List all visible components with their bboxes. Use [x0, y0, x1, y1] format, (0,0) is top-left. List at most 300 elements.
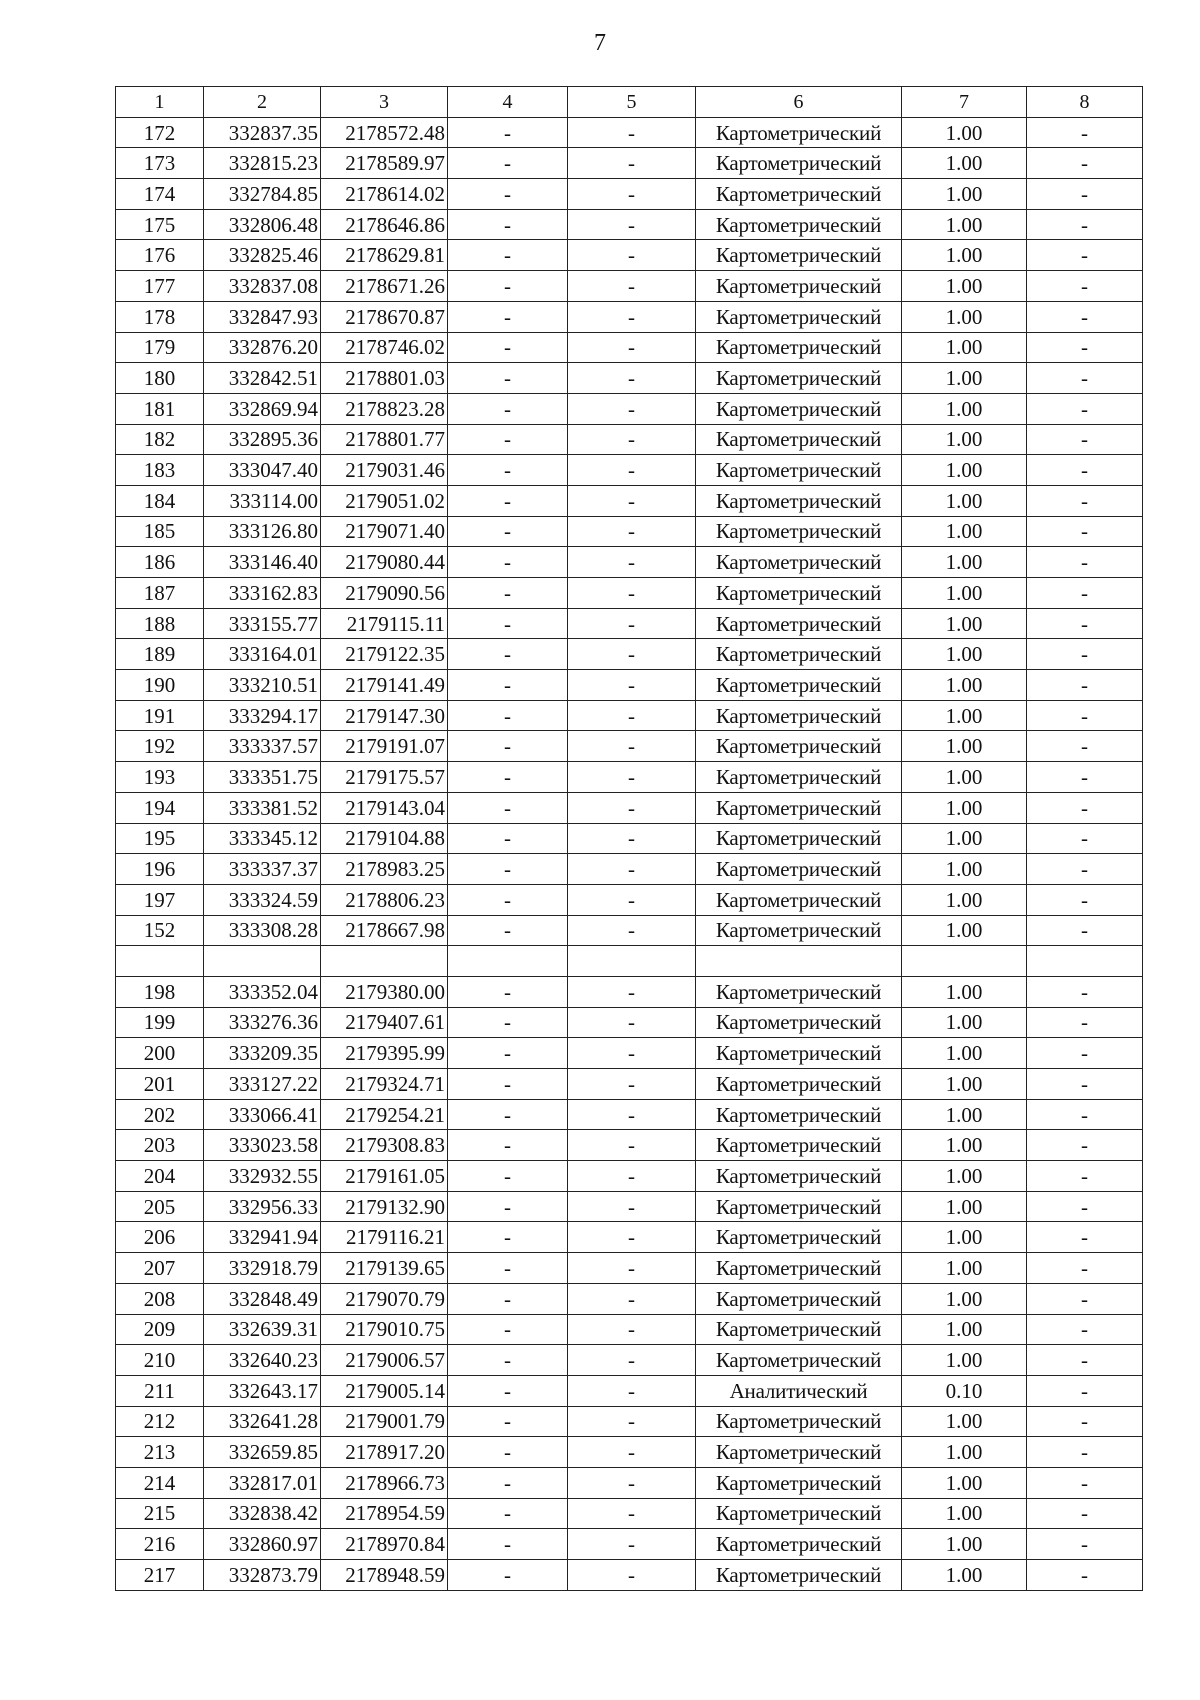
cell-col8-value: - [1027, 670, 1143, 701]
cell-col5-value: - [568, 854, 696, 885]
cell-y-coordinate: 2179324.71 [321, 1069, 448, 1100]
cell-y-coordinate: 2179031.46 [321, 455, 448, 486]
cell-method: Картометрический [696, 1467, 902, 1498]
cell-col8-value: - [1027, 179, 1143, 210]
cell-accuracy: 1.00 [902, 1283, 1027, 1314]
cell-x-coordinate: 332941.94 [204, 1222, 321, 1253]
table-row [116, 608, 1143, 639]
cell-col4-value: - [448, 455, 568, 486]
cell-col4-value: - [448, 179, 568, 210]
cell-col8-value: - [1027, 1069, 1143, 1100]
cell-col4-value: - [448, 1161, 568, 1192]
cell-col4-value: - [448, 823, 568, 854]
cell-point-number: 178 [116, 301, 204, 332]
cell-x-coordinate: 332825.46 [204, 240, 321, 271]
cell-col8-value: - [1027, 1099, 1143, 1130]
cell-accuracy: 1.00 [902, 670, 1027, 701]
page-number: 7 [594, 30, 606, 56]
cell-y-coordinate: 2178614.02 [321, 179, 448, 210]
cell-method: Картометрический [696, 792, 902, 823]
cell-col4-value: - [448, 1437, 568, 1468]
cell-col5-value: - [568, 1191, 696, 1222]
cell-method: Картометрический [696, 393, 902, 424]
column-header-2: 2 [204, 87, 321, 118]
cell-accuracy: 1.00 [902, 1406, 1027, 1437]
cell-col8-value: - [1027, 1007, 1143, 1038]
cell-point-number: 194 [116, 792, 204, 823]
table-row [116, 1161, 1143, 1192]
cell-x-coordinate: 332640.23 [204, 1345, 321, 1376]
cell-col4-value: - [448, 608, 568, 639]
cell-col5-value: - [568, 700, 696, 731]
cell-accuracy: 1.00 [902, 976, 1027, 1007]
cell-point-number: 200 [116, 1038, 204, 1069]
cell-col8-value: - [1027, 1191, 1143, 1222]
cell-col8-value: - [1027, 271, 1143, 302]
cell-col4-value: - [448, 1130, 568, 1161]
cell-y-coordinate: 2178966.73 [321, 1467, 448, 1498]
column-header-6: 6 [696, 87, 902, 118]
cell-y-coordinate: 2178823.28 [321, 393, 448, 424]
cell-accuracy: 1.00 [902, 117, 1027, 148]
cell-y-coordinate: 2179191.07 [321, 731, 448, 762]
cell-x-coordinate: 332659.85 [204, 1437, 321, 1468]
cell-col4-value: - [448, 424, 568, 455]
cell-accuracy: 1.00 [902, 1161, 1027, 1192]
cell-point-number: 189 [116, 639, 204, 670]
cell-col5-value: - [568, 1007, 696, 1038]
cell-col8-value: - [1027, 1130, 1143, 1161]
cell-point-number: 214 [116, 1467, 204, 1498]
cell-y-coordinate: 2179407.61 [321, 1007, 448, 1038]
cell-col4-value: - [448, 1191, 568, 1222]
table-row [116, 884, 1143, 915]
table-row [116, 1314, 1143, 1345]
cell-y-coordinate: 2179141.49 [321, 670, 448, 701]
cell-col4-value: - [448, 1253, 568, 1284]
cell-x-coordinate: 332869.94 [204, 393, 321, 424]
table-row [116, 1529, 1143, 1560]
cell-method [696, 946, 902, 977]
cell-col5-value: - [568, 301, 696, 332]
cell-col4-value: - [448, 700, 568, 731]
cell-method: Картометрический [696, 1529, 902, 1560]
cell-accuracy: 1.00 [902, 332, 1027, 363]
cell-col8-value: - [1027, 1529, 1143, 1560]
cell-col4-value: - [448, 1314, 568, 1345]
cell-col5-value: - [568, 670, 696, 701]
cell-point-number: 152 [116, 915, 204, 946]
table-row [116, 762, 1143, 793]
cell-point-number: 180 [116, 363, 204, 394]
cell-method: Картометрический [696, 332, 902, 363]
cell-col5-value: - [568, 393, 696, 424]
cell-accuracy: 1.00 [902, 854, 1027, 885]
cell-y-coordinate: 2179132.90 [321, 1191, 448, 1222]
cell-col8-value: - [1027, 240, 1143, 271]
cell-accuracy: 1.00 [902, 209, 1027, 240]
cell-point-number: 213 [116, 1437, 204, 1468]
cell-accuracy: 1.00 [902, 578, 1027, 609]
cell-y-coordinate: 2179161.05 [321, 1161, 448, 1192]
cell-col5-value: - [568, 1375, 696, 1406]
cell-point-number: 182 [116, 424, 204, 455]
cell-col5-value: - [568, 1498, 696, 1529]
cell-point-number: 209 [116, 1314, 204, 1345]
cell-y-coordinate: 2179143.04 [321, 792, 448, 823]
cell-x-coordinate: 332842.51 [204, 363, 321, 394]
cell-accuracy: 1.00 [902, 363, 1027, 394]
cell-col5-value: - [568, 731, 696, 762]
cell-x-coordinate: 333324.59 [204, 884, 321, 915]
cell-x-coordinate: 332838.42 [204, 1498, 321, 1529]
cell-x-coordinate: 332641.28 [204, 1406, 321, 1437]
cell-col8-value: - [1027, 976, 1143, 1007]
table-row [116, 578, 1143, 609]
cell-col4-value: - [448, 854, 568, 885]
cell-col5-value: - [568, 1467, 696, 1498]
cell-x-coordinate: 333337.57 [204, 731, 321, 762]
cell-col4-value: - [448, 485, 568, 516]
cell-col5-value: - [568, 148, 696, 179]
cell-accuracy: 1.00 [902, 792, 1027, 823]
cell-method: Картометрический [696, 1560, 902, 1591]
cell-accuracy: 1.00 [902, 1345, 1027, 1376]
cell-col5-value: - [568, 1099, 696, 1130]
cell-col8-value: - [1027, 1345, 1143, 1376]
cell-col5-value: - [568, 639, 696, 670]
cell-accuracy: 1.00 [902, 884, 1027, 915]
cell-col4-value: - [448, 884, 568, 915]
cell-col5-value: - [568, 1283, 696, 1314]
cell-method: Картометрический [696, 1437, 902, 1468]
cell-point-number: 192 [116, 731, 204, 762]
cell-y-coordinate: 2178801.77 [321, 424, 448, 455]
cell-x-coordinate: 333023.58 [204, 1130, 321, 1161]
cell-col4-value: - [448, 670, 568, 701]
cell-col5-value: - [568, 547, 696, 578]
cell-point-number: 191 [116, 700, 204, 731]
table-row [116, 301, 1143, 332]
cell-point-number: 177 [116, 271, 204, 302]
cell-y-coordinate: 2179115.11 [321, 608, 448, 639]
cell-x-coordinate: 332639.31 [204, 1314, 321, 1345]
cell-col8-value: - [1027, 485, 1143, 516]
cell-col5-value: - [568, 516, 696, 547]
cell-x-coordinate: 332837.35 [204, 117, 321, 148]
cell-point-number: 172 [116, 117, 204, 148]
cell-col4-value: - [448, 1345, 568, 1376]
cell-x-coordinate: 332815.23 [204, 148, 321, 179]
table-row [116, 209, 1143, 240]
cell-col4-value: - [448, 1375, 568, 1406]
cell-x-coordinate: 332932.55 [204, 1161, 321, 1192]
cell-col5-value: - [568, 332, 696, 363]
cell-col4-value: - [448, 915, 568, 946]
cell-col5-value [568, 946, 696, 977]
table-row [116, 670, 1143, 701]
cell-col4-value: - [448, 792, 568, 823]
cell-point-number: 181 [116, 393, 204, 424]
cell-col5-value: - [568, 1222, 696, 1253]
cell-method: Картометрический [696, 1007, 902, 1038]
cell-method: Картометрический [696, 1406, 902, 1437]
cell-col8-value: - [1027, 1222, 1143, 1253]
cell-x-coordinate: 333345.12 [204, 823, 321, 854]
table-row [116, 1099, 1143, 1130]
table-row [116, 117, 1143, 148]
cell-accuracy: 1.00 [902, 915, 1027, 946]
cell-x-coordinate: 333162.83 [204, 578, 321, 609]
cell-point-number: 205 [116, 1191, 204, 1222]
cell-accuracy: 1.00 [902, 1467, 1027, 1498]
cell-y-coordinate: 2179122.35 [321, 639, 448, 670]
cell-accuracy: 1.00 [902, 700, 1027, 731]
cell-method: Картометрический [696, 976, 902, 1007]
cell-point-number: 208 [116, 1283, 204, 1314]
cell-method: Картометрический [696, 117, 902, 148]
cell-x-coordinate: 332873.79 [204, 1560, 321, 1591]
cell-col8-value: - [1027, 1253, 1143, 1284]
cell-x-coordinate: 333276.36 [204, 1007, 321, 1038]
table-row [116, 1406, 1143, 1437]
cell-method: Картометрический [696, 1253, 902, 1284]
cell-col8-value: - [1027, 332, 1143, 363]
cell-point-number: 179 [116, 332, 204, 363]
table-row [116, 455, 1143, 486]
cell-y-coordinate: 2178629.81 [321, 240, 448, 271]
cell-col5-value: - [568, 1314, 696, 1345]
table-row [116, 1467, 1143, 1498]
cell-col4-value: - [448, 332, 568, 363]
cell-x-coordinate: 333294.17 [204, 700, 321, 731]
cell-accuracy: 1.00 [902, 1099, 1027, 1130]
cell-method: Картометрический [696, 608, 902, 639]
cell-accuracy: 1.00 [902, 731, 1027, 762]
cell-point-number: 206 [116, 1222, 204, 1253]
cell-col4-value: - [448, 1467, 568, 1498]
cell-y-coordinate: 2179308.83 [321, 1130, 448, 1161]
table-row [116, 547, 1143, 578]
cell-col4-value: - [448, 1069, 568, 1100]
cell-point-number: 188 [116, 608, 204, 639]
cell-accuracy: 1.00 [902, 148, 1027, 179]
cell-col5-value: - [568, 884, 696, 915]
cell-col5-value: - [568, 1130, 696, 1161]
cell-accuracy: 1.00 [902, 1253, 1027, 1284]
cell-col8-value: - [1027, 1283, 1143, 1314]
cell-x-coordinate: 332806.48 [204, 209, 321, 240]
cell-accuracy: 1.00 [902, 485, 1027, 516]
cell-y-coordinate: 2179090.56 [321, 578, 448, 609]
cell-col8-value: - [1027, 148, 1143, 179]
cell-col8-value: - [1027, 1161, 1143, 1192]
cell-col4-value: - [448, 148, 568, 179]
cell-col8-value: - [1027, 608, 1143, 639]
cell-x-coordinate: 333114.00 [204, 485, 321, 516]
cell-accuracy: 1.00 [902, 424, 1027, 455]
cell-point-number: 187 [116, 578, 204, 609]
cell-x-coordinate: 332837.08 [204, 271, 321, 302]
table-row [116, 976, 1143, 1007]
cell-method: Картометрический [696, 884, 902, 915]
cell-y-coordinate: 2179006.57 [321, 1345, 448, 1376]
cell-col5-value: - [568, 117, 696, 148]
cell-col4-value: - [448, 762, 568, 793]
cell-method: Картометрический [696, 1161, 902, 1192]
cell-method: Картометрический [696, 1191, 902, 1222]
table-row [116, 1222, 1143, 1253]
cell-method: Картометрический [696, 516, 902, 547]
cell-col4-value: - [448, 976, 568, 1007]
column-header-8: 8 [1027, 87, 1143, 118]
cell-col4-value: - [448, 516, 568, 547]
cell-point-number: 203 [116, 1130, 204, 1161]
table-row [116, 1007, 1143, 1038]
column-header-4: 4 [448, 87, 568, 118]
cell-x-coordinate: 332876.20 [204, 332, 321, 363]
cell-y-coordinate: 2179010.75 [321, 1314, 448, 1345]
cell-method: Картометрический [696, 1498, 902, 1529]
cell-x-coordinate: 333155.77 [204, 608, 321, 639]
cell-method: Картометрический [696, 301, 902, 332]
table-row [116, 823, 1143, 854]
cell-point-number: 216 [116, 1529, 204, 1560]
cell-method: Картометрический [696, 915, 902, 946]
cell-x-coordinate: 332895.36 [204, 424, 321, 455]
column-header-7: 7 [902, 87, 1027, 118]
cell-method: Картометрический [696, 485, 902, 516]
cell-col8-value: - [1027, 1467, 1143, 1498]
cell-col8-value: - [1027, 455, 1143, 486]
cell-method: Картометрический [696, 823, 902, 854]
cell-y-coordinate: 2179139.65 [321, 1253, 448, 1284]
cell-col8-value: - [1027, 301, 1143, 332]
cell-y-coordinate: 2178954.59 [321, 1498, 448, 1529]
table-row [116, 1253, 1143, 1284]
cell-x-coordinate: 333164.01 [204, 639, 321, 670]
cell-col5-value: - [568, 1038, 696, 1069]
cell-col8-value: - [1027, 547, 1143, 578]
cell-col4-value: - [448, 301, 568, 332]
cell-point-number: 202 [116, 1099, 204, 1130]
coordinates-table [115, 86, 1143, 1591]
table-row [116, 731, 1143, 762]
table-row [116, 271, 1143, 302]
cell-col4-value: - [448, 1498, 568, 1529]
cell-point-number: 199 [116, 1007, 204, 1038]
cell-point-number: 217 [116, 1560, 204, 1591]
cell-col4-value: - [448, 1099, 568, 1130]
cell-col8-value: - [1027, 823, 1143, 854]
cell-col8-value: - [1027, 762, 1143, 793]
cell-method: Картометрический [696, 731, 902, 762]
cell-method: Картометрический [696, 209, 902, 240]
cell-y-coordinate: 2178983.25 [321, 854, 448, 885]
cell-col8-value: - [1027, 915, 1143, 946]
cell-method: Картометрический [696, 455, 902, 486]
cell-y-coordinate: 2178917.20 [321, 1437, 448, 1468]
cell-x-coordinate: 332956.33 [204, 1191, 321, 1222]
cell-method: Картометрический [696, 547, 902, 578]
table-row [116, 485, 1143, 516]
cell-col8-value: - [1027, 1406, 1143, 1437]
cell-accuracy: 1.00 [902, 271, 1027, 302]
table-row [116, 516, 1143, 547]
cell-point-number: 193 [116, 762, 204, 793]
cell-point-number: 197 [116, 884, 204, 915]
cell-point-number: 210 [116, 1345, 204, 1376]
cell-y-coordinate: 2178646.86 [321, 209, 448, 240]
cell-accuracy: 1.00 [902, 608, 1027, 639]
cell-col5-value: - [568, 976, 696, 1007]
cell-x-coordinate: 332817.01 [204, 1467, 321, 1498]
cell-x-coordinate: 332860.97 [204, 1529, 321, 1560]
cell-col5-value: - [568, 271, 696, 302]
cell-col4-value: - [448, 1283, 568, 1314]
cell-y-coordinate: 2178671.26 [321, 271, 448, 302]
cell-method: Картометрический [696, 1283, 902, 1314]
cell-col4-value: - [448, 363, 568, 394]
cell-col5-value: - [568, 762, 696, 793]
cell-method: Картометрический [696, 179, 902, 210]
cell-y-coordinate: 2179116.21 [321, 1222, 448, 1253]
cell-y-coordinate: 2179395.99 [321, 1038, 448, 1069]
cell-col8-value: - [1027, 393, 1143, 424]
cell-col5-value: - [568, 363, 696, 394]
cell-col5-value: - [568, 179, 696, 210]
cell-y-coordinate: 2178970.84 [321, 1529, 448, 1560]
table-row [116, 424, 1143, 455]
cell-accuracy: 1.00 [902, 1191, 1027, 1222]
cell-method: Картометрический [696, 670, 902, 701]
table-row [116, 854, 1143, 885]
cell-accuracy: 1.00 [902, 823, 1027, 854]
table-row [116, 240, 1143, 271]
cell-col8-value: - [1027, 639, 1143, 670]
cell-col8-value: - [1027, 1560, 1143, 1591]
cell-x-coordinate: 333066.41 [204, 1099, 321, 1130]
cell-y-coordinate: 2179051.02 [321, 485, 448, 516]
cell-col8-value: - [1027, 1038, 1143, 1069]
cell-y-coordinate: 2179147.30 [321, 700, 448, 731]
cell-col8-value: - [1027, 516, 1143, 547]
cell-col4-value: - [448, 1222, 568, 1253]
cell-col5-value: - [568, 1406, 696, 1437]
cell-col8-value: - [1027, 1498, 1143, 1529]
table-row [116, 1130, 1143, 1161]
cell-col5-value: - [568, 915, 696, 946]
cell-x-coordinate: 332918.79 [204, 1253, 321, 1284]
cell-point-number [116, 946, 204, 977]
cell-accuracy: 1.00 [902, 762, 1027, 793]
table-header-row [116, 87, 1143, 118]
cell-y-coordinate: 2178670.87 [321, 301, 448, 332]
cell-y-coordinate: 2178948.59 [321, 1560, 448, 1591]
table-row [116, 946, 1143, 977]
cell-method: Картометрический [696, 762, 902, 793]
cell-method: Картометрический [696, 700, 902, 731]
cell-col5-value: - [568, 1069, 696, 1100]
column-header-3: 3 [321, 87, 448, 118]
cell-y-coordinate: 2178667.98 [321, 915, 448, 946]
cell-x-coordinate: 332643.17 [204, 1375, 321, 1406]
cell-accuracy: 1.00 [902, 455, 1027, 486]
cell-col4-value: - [448, 639, 568, 670]
cell-point-number: 195 [116, 823, 204, 854]
cell-col4-value: - [448, 240, 568, 271]
cell-point-number: 173 [116, 148, 204, 179]
